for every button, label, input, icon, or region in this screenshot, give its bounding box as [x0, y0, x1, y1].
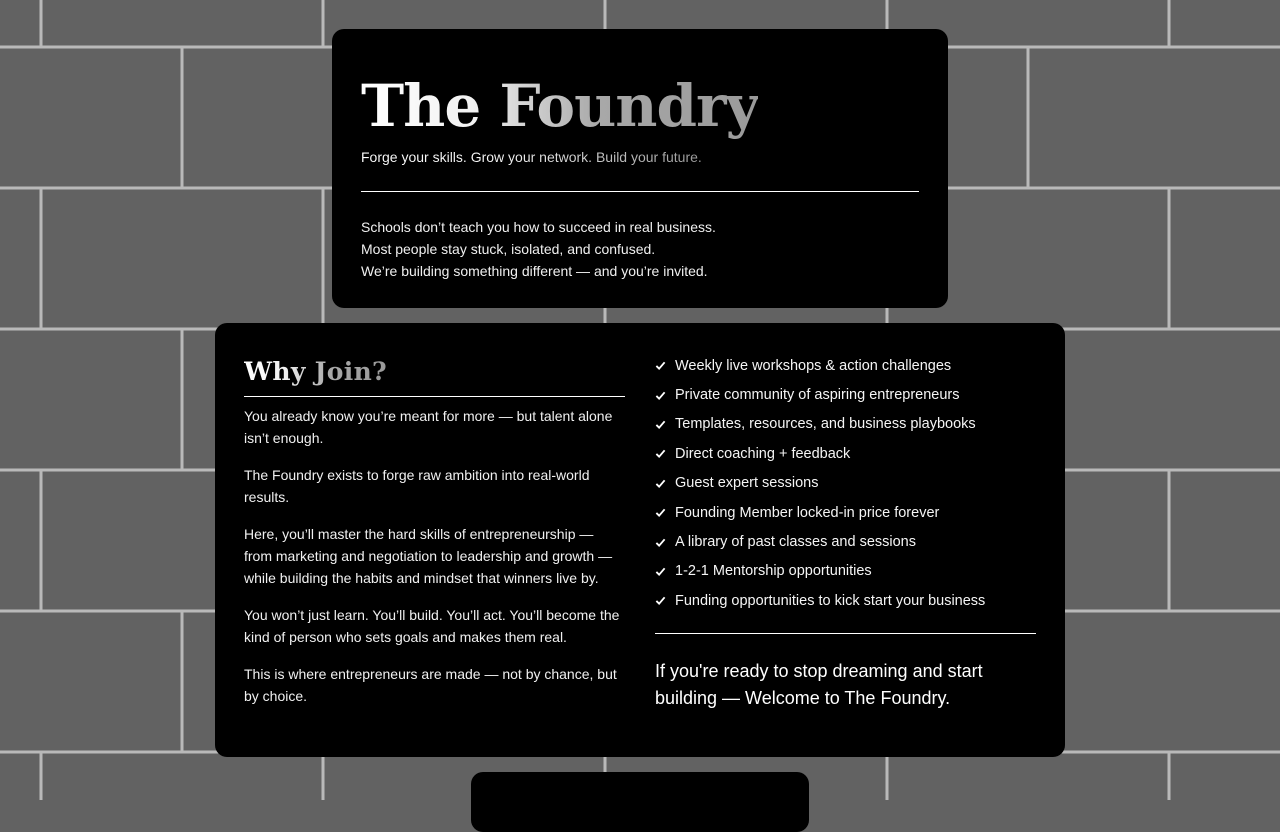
feature-item [655, 498, 1036, 527]
feature-label: 1-2-1 Mentorship opportunities [675, 563, 872, 580]
feature-label: Funding opportunities to kick start your business [675, 592, 986, 609]
intro-line: Most people stay stuck, isolated, and confused. [361, 241, 656, 257]
feature-list [655, 351, 1036, 616]
check-icon [655, 360, 666, 371]
feature-item [655, 527, 1036, 556]
site-title: The Foundry [361, 72, 759, 140]
feature-item [655, 557, 1036, 586]
check-icon [655, 537, 666, 548]
why-join-heading: Why Join? [244, 357, 388, 386]
check-icon [655, 566, 666, 577]
feature-item [655, 380, 1036, 409]
divider [655, 633, 1036, 634]
features-column [655, 351, 1036, 730]
closing-statement: If you're ready to stop dreaming and start building — Welcome to The Foundry. [655, 660, 983, 708]
why-paragraph: You already know you’re meant for more — but talent alone isn’t enough. [244, 408, 613, 446]
check-icon [655, 419, 666, 430]
why-paragraph: This is where entrepreneurs are made — not by chance, but by choice. [244, 666, 617, 704]
feature-label: Direct coaching + feedback [675, 445, 851, 462]
check-icon [655, 478, 666, 489]
feature-label: A library of past classes and sessions [675, 534, 916, 551]
divider [361, 191, 919, 192]
feature-item [655, 410, 1036, 439]
check-icon [655, 448, 666, 459]
feature-item [655, 351, 1036, 380]
feature-item [655, 469, 1036, 498]
why-join-card [215, 323, 1065, 757]
feature-label: Weekly live workshops & action challenges [675, 357, 952, 374]
feature-item [655, 439, 1036, 468]
hero-card [332, 29, 948, 308]
why-paragraph: Here, you’ll master the hard skills of entrepreneurship — from marketing and negotiation to leadership and growth — while building the habits and mindset that winners live by. [244, 526, 613, 586]
why-join-column [244, 357, 625, 707]
check-icon [655, 507, 666, 518]
check-icon [655, 390, 666, 401]
why-paragraph: You won’t just learn. You’ll build. You’ll act. You’ll become the kind of person who sets goals and makes them real. [244, 607, 620, 645]
feature-item [655, 586, 1036, 615]
tagline: Forge your skills. Grow your network. Build your future. [361, 149, 702, 165]
intro-text [361, 216, 919, 282]
feature-label: Private community of aspiring entrepreneurs [675, 387, 960, 404]
intro-line: We’re building something different — and you’re invited. [361, 263, 708, 279]
divider [244, 396, 625, 397]
check-icon [655, 595, 666, 606]
next-section-card [471, 772, 809, 832]
feature-label: Founding Member locked-in price forever [675, 504, 940, 521]
why-paragraph: The Foundry exists to forge raw ambition into real-world results. [244, 467, 590, 505]
feature-label: Templates, resources, and business playbooks [675, 416, 976, 433]
feature-label: Guest expert sessions [675, 475, 819, 492]
intro-line: Schools don’t teach you how to succeed in real business. [361, 219, 716, 235]
